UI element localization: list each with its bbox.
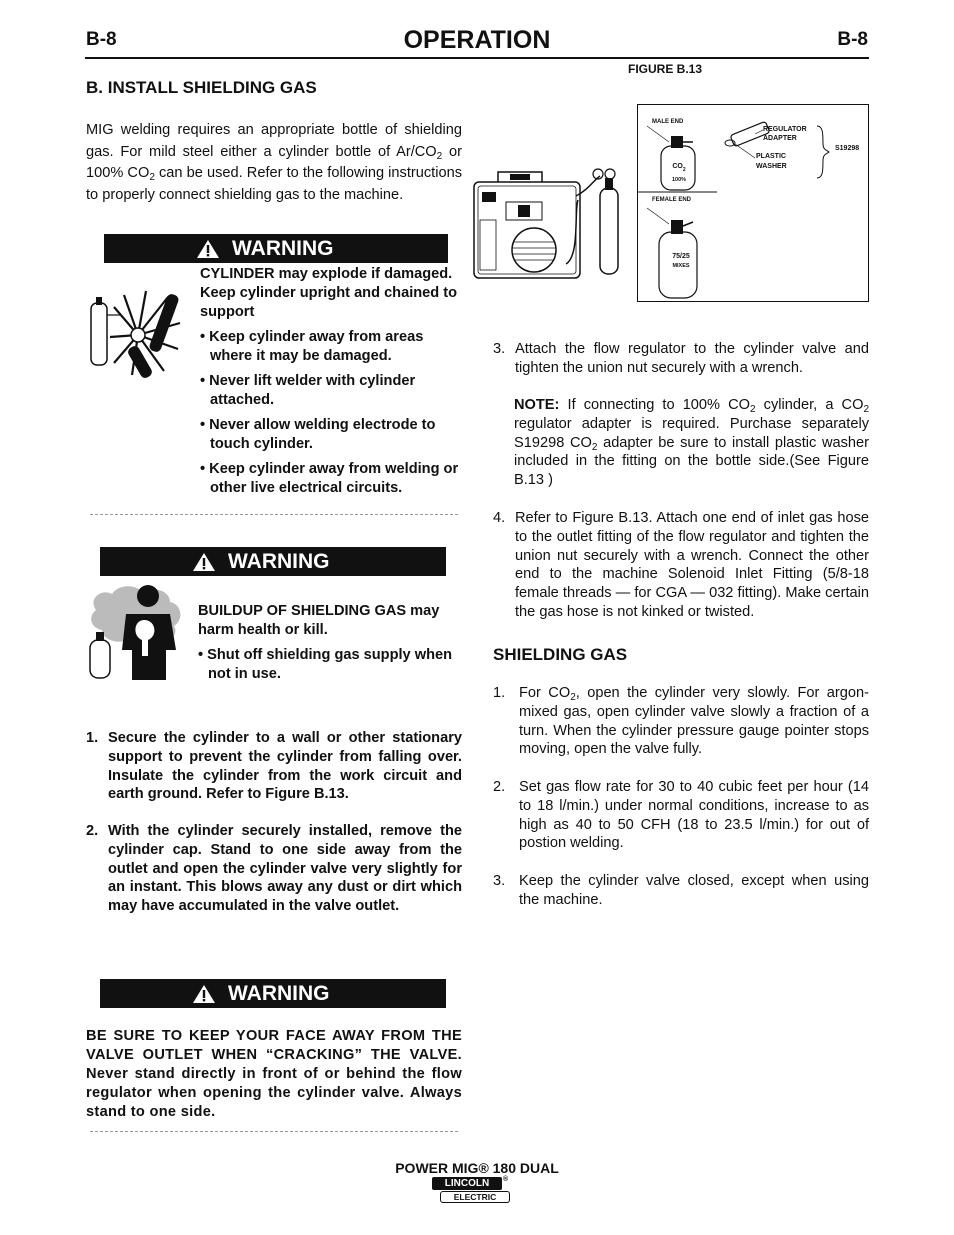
list-item: 1. Secure the cylinder to a wall or other stationary support to prevent the cylinder from falling over. Insulate the cylinder from the work circuit and earth ground. Refer to Figure B.13. (86, 730, 462, 803)
warning1-text (200, 265, 462, 504)
list-item: 1. For $CO_2$, open the cylinder very slowly. For argon-mixed gas, open cylinder valve slowly a fraction of a turn. When the cylinder pressure gauge pointer stops moving, open the valve fully. (493, 685, 869, 758)
warning-icon (196, 239, 220, 259)
warning-label: WARNING (228, 981, 330, 1005)
list-item: 3. Keep the cylinder valve closed, except when using the machine. (493, 873, 869, 908)
warning-label: WARNING (232, 236, 334, 260)
divider (90, 1131, 458, 1132)
list-item: 2. Set gas flow rate for 30 to 40 cubic feet per hour (14 to 18 l/min.) under normal conditions, increase to as high as 40 to 50 CFH (18 to 23.5 l/min.) for out of postion welding. (493, 779, 869, 852)
plastic-washer-label: PLASTIC WASHER (756, 153, 787, 170)
warning-banner (100, 547, 446, 576)
mix-label: 75/25 (672, 253, 690, 260)
adapter-detail-diagram (637, 104, 869, 302)
section-title: B. INSTALL SHIELDING GAS (86, 78, 317, 97)
figure-caption: FIGURE B.13 (628, 62, 703, 76)
list-item: 2. With the cylinder securely installed, remove the cylinder cap. Stand to one side away from the outlet and open the cylinder valve very slightly for an instant. This blows away any dust or dirt which may have accumulated in the valve outlet. (86, 823, 462, 915)
warning-banner (100, 979, 446, 1008)
regulator-adapter-label: REGULATOR ADAPTER (763, 126, 807, 142)
logo-top: LINCOLN (432, 1177, 502, 1190)
warning-icon (192, 984, 216, 1004)
warning-icon (192, 552, 216, 572)
warning1-bullet: • Never allow welding electrode to touch cylinder. (200, 417, 436, 452)
welder-cylinder-diagram (470, 160, 642, 285)
co2-label: $CO_2$ (672, 163, 686, 173)
warning-label: WARNING (228, 549, 330, 573)
warning1-bullet: • Keep cylinder away from welding or other live electrical circuits. (200, 461, 459, 496)
mix-sub-label: MIXES (672, 263, 690, 269)
header-rule (85, 57, 869, 59)
warning2-bullet: • Shut off shielding gas supply when not in use. (198, 647, 453, 682)
cylinder-explosion-icon (86, 285, 186, 380)
logo-reg: ® (503, 1176, 509, 1183)
intro-paragraph: MIG welding requires an appropriate bottle of shielding gas. For mild steel either a cylinder bottle of $Ar/CO_2$ or 100% $CO_2$ can be used. Refer to the following instructions to properly connect shielding gas to the machine. (86, 122, 462, 203)
note-paragraph: NOTE: If connecting to 100% $CO_2$ cylinder, a $CO_2$ regulator adapter is required. Purchase separately S19298 $CO_2$ adapter be sure to install plastic washer included in the fitting on the bottle side.(See Figure B.13 ) (514, 397, 869, 489)
page-code-right: B-8 (837, 29, 868, 50)
warning1-bullet: • Never lift welder with cylinder attached. (200, 373, 416, 408)
warning2-heading: BUILDUP OF SHIELDING GAS may harm health or kill. (198, 603, 440, 638)
footer-product-name: POWER MIG® 180 DUAL (395, 1160, 559, 1176)
warning2-text (198, 602, 462, 690)
part-number-label: S19298 (835, 145, 860, 152)
page-title: OPERATION (403, 26, 551, 54)
logo-bottom: ELECTRIC (440, 1191, 510, 1203)
lincoln-electric-logo (432, 1177, 510, 1205)
warning3-text: BE SURE TO KEEP YOUR FACE AWAY FROM THE VALVE OUTLET WHEN “CRACKING” THE VALVE. Never stand directly in front of or behind the flow regulator when opening the cylinder valve. Always stand to one side. (86, 1028, 462, 1120)
divider (90, 514, 458, 515)
list-item: 4. Refer to Figure B.13. Attach one end of inlet gas hose to the outlet fitting of the flow regulator and tighten the union nut securely with a wrench. Connect the other end to the machine Solenoid Inlet Fitting (5/8-18 female threads — for CGA — 032 fitting). Make certain the gas hose is not kinked or twisted. (493, 510, 869, 620)
page-code-left: B-8 (86, 29, 117, 50)
shielding-gas-title: SHIELDING GAS (493, 645, 628, 664)
female-end-label: FEMALE END (652, 197, 691, 203)
list-item: 3. Attach the flow regulator to the cylinder valve and tighten the union nut securely with a wrench. (493, 341, 869, 376)
male-end-label: MALE END (652, 119, 684, 125)
percent-label: 100% (671, 177, 687, 183)
warning1-heading: CYLINDER may explode if damaged. Keep cylinder upright and chained to support (200, 266, 458, 320)
warning-banner (104, 234, 448, 263)
warning1-bullet: • Keep cylinder away from areas where it may be damaged. (200, 329, 424, 364)
gas-buildup-icon (86, 580, 186, 685)
